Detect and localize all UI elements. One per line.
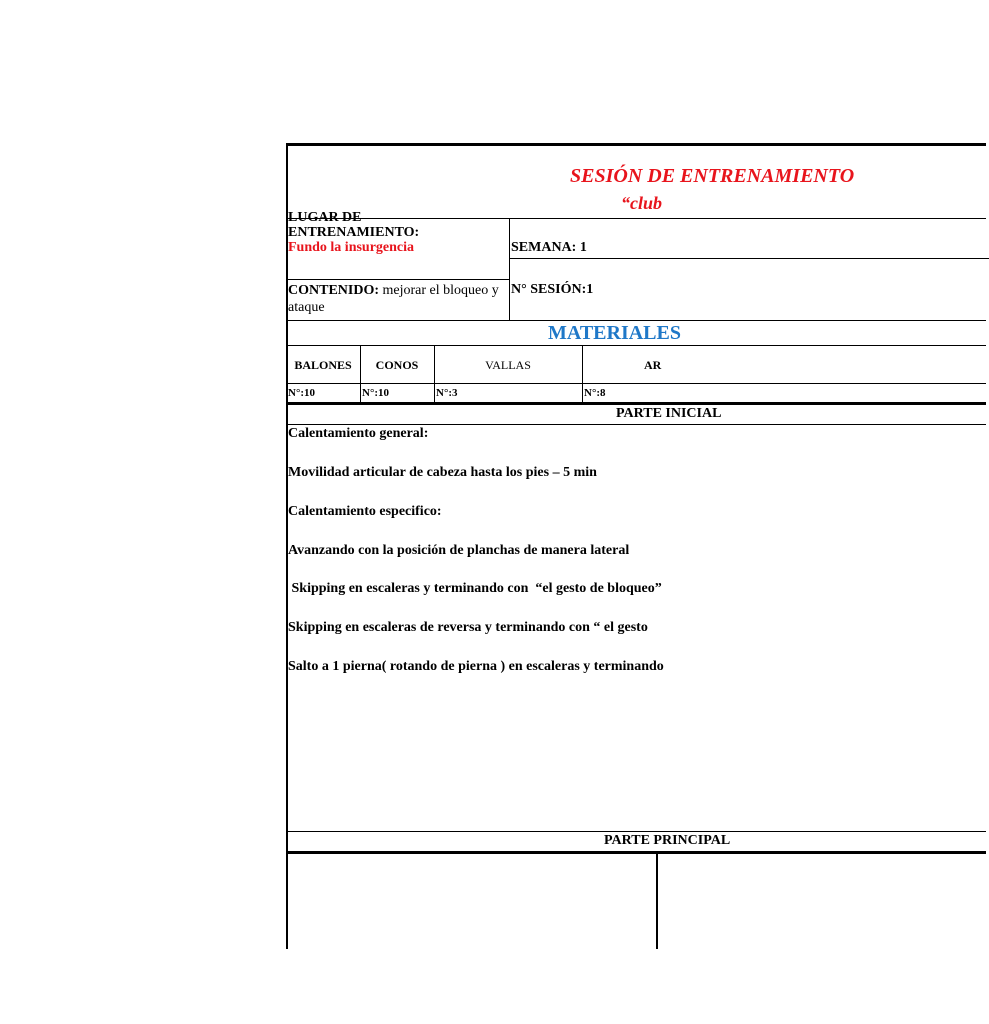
material-qty-ar: N°:8 — [584, 387, 606, 399]
semana-label: SEMANA: 1 — [511, 240, 587, 255]
material-col-divider — [360, 345, 361, 403]
contenido-divider — [286, 279, 509, 280]
info-column-divider — [509, 218, 510, 320]
parte-principal-bottom-divider — [286, 851, 986, 854]
warmup-line: Avanzando con la posición de planchas de manera lateral — [288, 543, 630, 558]
parte-inicial-divider — [286, 424, 986, 425]
document-viewport — [286, 143, 855, 949]
material-col-divider — [434, 345, 435, 403]
materiales-bottom-divider — [286, 402, 986, 405]
material-qty-balones: N°:10 — [288, 387, 316, 399]
parte-inicial-heading: PARTE INICIAL — [616, 406, 722, 421]
warmup-line: Skipping en escaleras de reversa y terminando con “ el gesto — [288, 620, 648, 635]
materiales-title: MATERIALES — [548, 322, 681, 344]
top-border — [286, 143, 986, 146]
material-qty-vallas: N°:3 — [436, 387, 458, 399]
parte-principal-heading: PARTE PRINCIPAL — [604, 833, 731, 848]
contenido-label: CONTENIDO: — [288, 283, 380, 298]
material-name-ar: AR — [644, 358, 662, 372]
materiales-title-divider — [286, 345, 986, 346]
contenido-cell — [288, 282, 508, 316]
sesion-label: N° SESIÓN:1 — [511, 282, 594, 297]
warmup-line: Calentamiento general: — [288, 426, 429, 441]
document-title: SESIÓN DE ENTRENAMIENTO — [570, 165, 855, 187]
parte-principal-right-border — [656, 851, 658, 949]
parte-principal-top-divider — [286, 831, 986, 832]
material-name-conos: CONOS — [375, 358, 419, 372]
session-sheet — [286, 143, 986, 949]
info-bottom-divider — [286, 320, 986, 321]
material-name-balones: BALONES — [294, 358, 352, 372]
lugar-label: LUGAR DE ENTRENAMIENTO: — [288, 210, 420, 240]
warmup-line: Movilidad articular de cabeza hasta los pies – 5 min — [288, 465, 597, 480]
material-qty-conos: N°:10 — [362, 387, 390, 399]
material-name-vallas: VALLAS — [485, 358, 531, 372]
materiales-header-divider — [286, 383, 986, 384]
warmup-line: Skipping en escaleras y terminando con “el gesto de bloqueo” — [288, 581, 662, 596]
material-col-divider — [582, 345, 583, 403]
lugar-value: Fundo la insurgencia — [288, 240, 415, 255]
semana-divider — [509, 258, 989, 259]
contenido-value: mejorar el bloqueo y ataque — [288, 283, 499, 315]
warmup-line: Salto a 1 pierna( rotando de pierna ) en escaleras y terminando — [288, 659, 664, 674]
warmup-line: Calentamiento especifico: — [288, 504, 442, 519]
document-subtitle: “club — [621, 193, 663, 213]
